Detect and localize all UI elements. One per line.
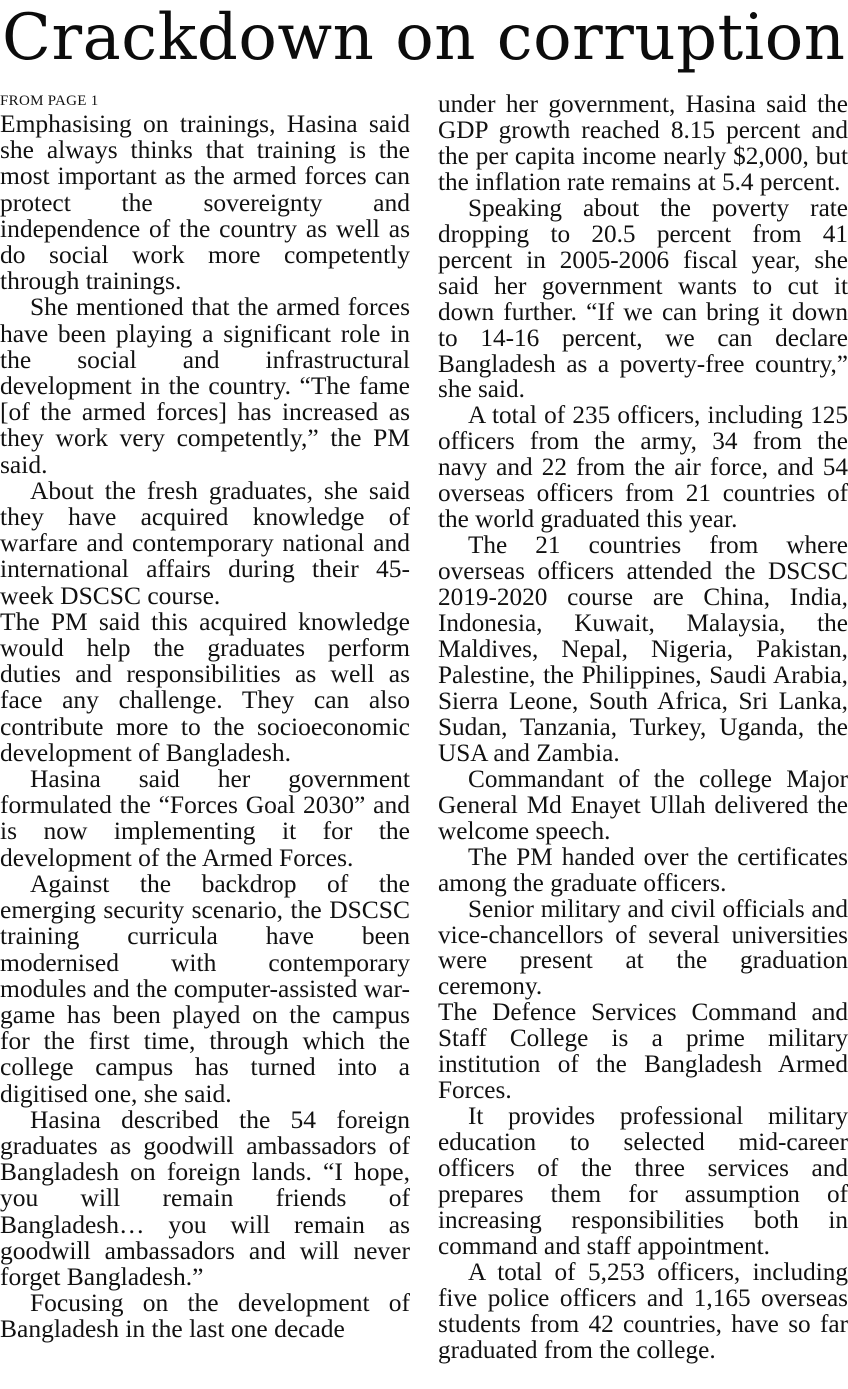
paragraph: Against the backdrop of the emerging security scenario, the DSCSC training curricula have been modernised with contemporary modules and the computer-assisted war-game has been played on the campus for the first time, through which the college campus has turned into a digitised one, she said. <box>0 868 410 1108</box>
paragraph: The PM said this acquired knowledge would help the graduates perform duties and responsibilities as well as face any challenge. They can also contribute more to the socioeconomic development of Bangladesh. <box>0 606 410 767</box>
paragraph: Senior military and civil officials and vice-chancellors of several universities were present at the graduation ceremony. <box>438 894 848 1001</box>
paragraph: She mentioned that the armed forces have been playing a significant role in the social and infrastructural development in the country. “The fame [of the armed forces] has increased as they work very competently,” the PM said. <box>0 292 410 479</box>
article-column-left <box>0 92 410 1343</box>
headline: Crackdown on corruption <box>2 1 846 75</box>
paragraph: The 21 countries from where overseas officers attended the DSCSC 2019-2020 course are China, India, Indonesia, Kuwait, Malaysia, the Maldives, Nepal, Nigeria, Pakistan, Palestine, the Philippines, Saudi Arabia, Sierra Leone, South Africa, Sri Lanka, Sudan, Tanzania, Turkey, Uganda, the USA and Zambia. <box>438 531 848 767</box>
paragraph: It provides professional military education to selected mid-career officers of the three services and prepares them for assumption of increasing responsibilities both in command and staff appointment. <box>438 1102 848 1260</box>
paragraph: A total of 5,253 officers, including five police officers and 1,165 overseas students from 42 countries, have so far graduated from the college. <box>438 1257 848 1364</box>
paragraph: Hasina described the 54 foreign graduates as goodwill ambassadors of Bangladesh on foreign lands. “I hope, you will remain friends of Bangladesh… you will remain as goodwill ambassadors and will never forget Bangladesh.” <box>0 1104 410 1291</box>
paragraph: About the fresh graduates, she said they have acquired knowledge of warfare and contemporary national and international affairs during their 45-week DSCSC course. <box>0 475 410 610</box>
paragraph: Emphasising on trainings, Hasina said she always thinks that training is the most important as the armed forces can protect the sovereignty and independence of the country as well as do social work more competently through trainings. <box>0 109 410 296</box>
paragraph: Speaking about the poverty rate dropping to 20.5 percent from 41 percent in 2005-2006 fiscal year, she said her government wants to cut it down further. “If we can bring it down to 14-16 percent, we can declare Bangladesh as a poverty-free country,” she said. <box>438 193 848 404</box>
paragraph: Commandant of the college Major General Md Enayet Ullah delivered the welcome speech. <box>438 764 848 845</box>
paragraph: Focusing on the development of Bangladesh in the last one decade <box>0 1288 410 1344</box>
article-column-right <box>438 92 848 1364</box>
continuation-kicker: FROM PAGE 1 <box>0 93 99 109</box>
paragraph: A total of 235 officers, including 125 officers from the army, 34 from the navy and 22 from the air force, and 54 overseas officers from 21 countries of the world graduated this year. <box>438 401 848 534</box>
paragraph: Hasina said her government formulated the “Forces Goal 2030” and is now implementing it for the development of the Armed Forces. <box>0 764 410 872</box>
paragraph: under her government, Hasina said the GDP growth reached 8.15 percent and the per capita income nearly $2,000, but the inflation rate remains at 5.4 percent. <box>438 90 848 196</box>
paragraph: The Defence Services Command and Staff College is a prime military institution of the Bangladesh Armed Forces. <box>438 998 848 1105</box>
paragraph: The PM handed over the certificates among the graduate officers. <box>438 842 848 897</box>
